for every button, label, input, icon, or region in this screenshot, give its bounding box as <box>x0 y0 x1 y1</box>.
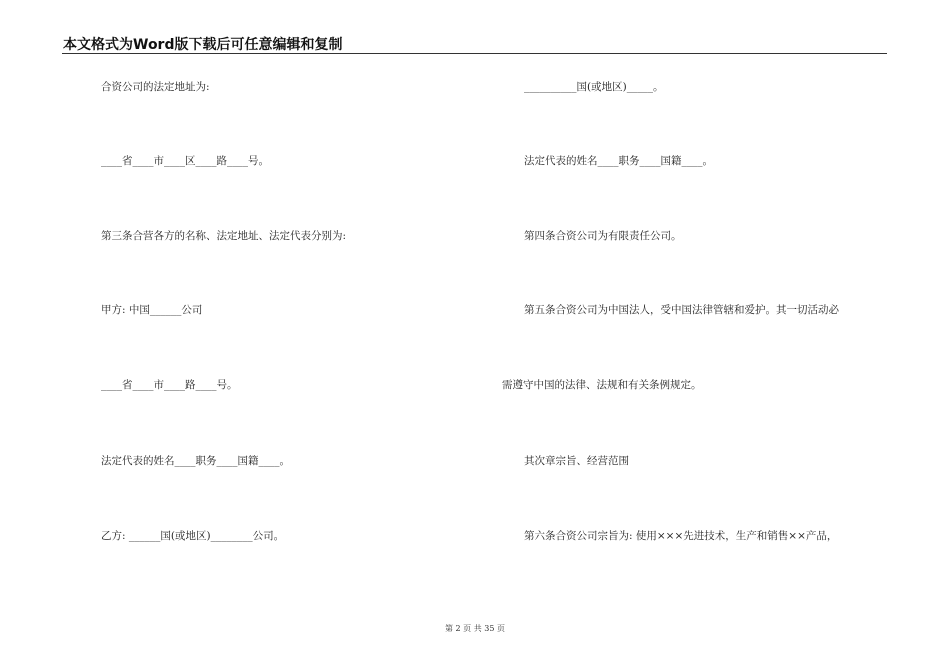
left-line-2: ____省____市____区____路____号。 <box>101 155 269 167</box>
right-line-4: 第五条合资公司为中国法人，受中国法律管辖和爱护。其一切活动必 <box>524 304 839 316</box>
left-line-3: 第三条合营各方的名称、法定地址、法定代表分别为: <box>101 230 347 242</box>
right-line-5: 需遵守中国的法律、法规和有关条例规定。 <box>502 379 702 391</box>
right-line-7: 第六条合资公司宗旨为: 使用×××先进技术，生产和销售××产品， <box>524 530 838 542</box>
right-line-1: __________国(或地区)_____。 <box>524 81 664 93</box>
header-divider <box>62 53 887 54</box>
right-line-2: 法定代表的姓名____职务____国籍____。 <box>524 155 713 167</box>
left-line-6: 法定代表的姓名____职务____国籍____。 <box>101 455 290 467</box>
document-header-title: 本文格式为Word版下载后可任意编辑和复制 <box>63 37 343 53</box>
left-line-1: 合资公司的法定地址为: <box>101 81 210 93</box>
page-number-footer: 第 2 页 共 35 页 <box>445 624 505 633</box>
left-line-4: 甲方: 中国______公司 <box>101 304 203 316</box>
left-line-5: ____省____市____路____号。 <box>101 379 238 391</box>
right-line-6: 其次章宗旨、经营范围 <box>524 455 629 467</box>
left-line-7: 乙方: ______国(或地区)________公司。 <box>101 530 285 542</box>
right-line-3: 第四条合资公司为有限责任公司。 <box>524 230 682 242</box>
